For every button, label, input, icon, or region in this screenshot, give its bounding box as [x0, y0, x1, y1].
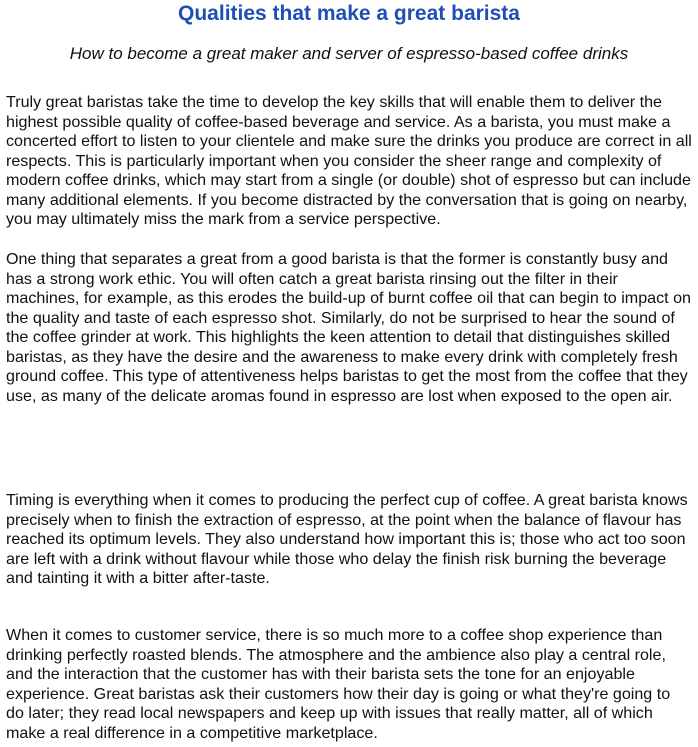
paragraph-2: One thing that separates a great from a good barista is that the former is constantly busy and has a strong work ethic. You will often catch a great barista rinsing out the filter in their machines, for example, as this erodes the build-up of burnt coffee oil that can begin to impact on the quality and taste of each espresso shot. Similarly, do not be surprised to hear the sound of the coffee grinder at work. This highlights the keen attention to detail that distinguishes skilled baristas, as they have the desire and the awareness to make every drink with completely fresh ground coffee. This type of attentiveness helps baristas to get the most from the coffee that they use, as many of the delicate aromas found in espresso are lost when exposed to the open air.: [6, 250, 691, 405]
document-title: Qualities that make a great barista: [178, 2, 520, 25]
paragraph-4: When it comes to customer service, there is so much more to a coffee shop experience than drinking perfectly roasted blends. The atmosphere and the ambience also play a central role, and the interaction that the customer has with their barista sets the tone for an enjoyable experience. Great baristas ask their customers how their day is going or what they're going to do later; they read local newspapers and keep up with issues that really matter, all of which make a real difference in a competitive marketplace.: [6, 626, 671, 742]
paragraph-3: Timing is everything when it comes to producing the perfect cup of coffee. A great barista knows precisely when to finish the extraction of espresso, at the point when the balance of flavour has reached its optimum levels. They also understand how important this is; those who act too soon are left with a drink without flavour while those who delay the finish risk burning the beverage and tainting it with a bitter after-taste.: [6, 491, 688, 587]
paragraph-1: Truly great baristas take the time to develop the key skills that will enable them to deliver the highest possible quality of coffee-based beverage and service. As a barista, you must make a concerted effort to listen to your clientele and make sure the drinks you produce are correct in all respects. This is particularly important when you consider the sheer range and complexity of modern coffee drinks, which may start from a single (or double) shot of espresso but can include many additional elements. If you become distracted by the conversation that is going on nearby, you may ultimately miss the mark from a service perspective.: [6, 93, 692, 228]
document-subtitle: How to become a great maker and server of espresso-based coffee drinks: [69, 44, 629, 63]
